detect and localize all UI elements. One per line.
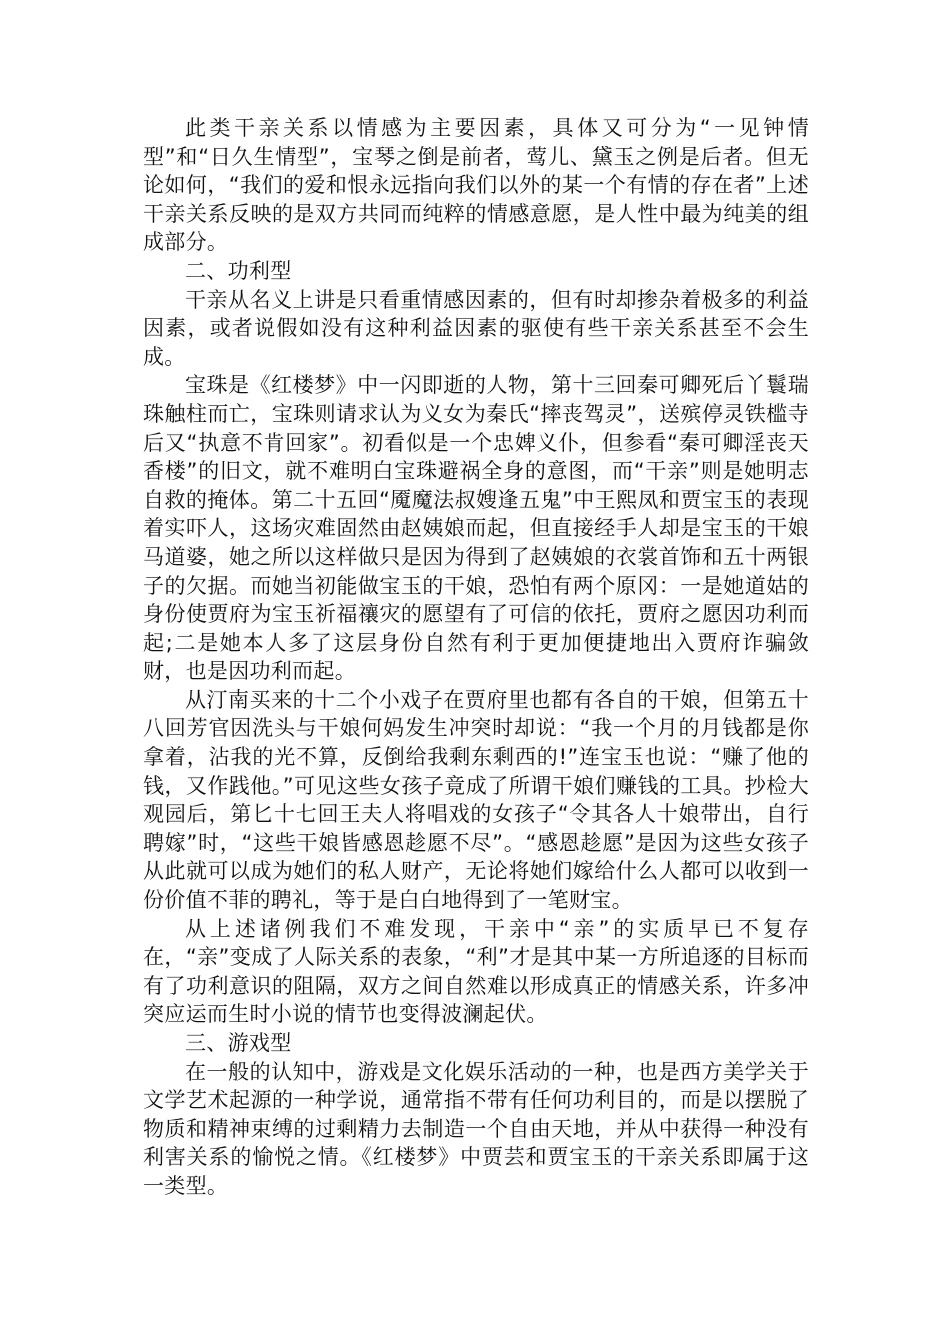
paragraph-emotional-summary: 此类干亲关系以情感为主要因素，具体又可分为“一见钟情型”和“日久生情型”，宝琴之倒是前者，莺儿、黛玉之例是后者。但无论如何，“我们的爱和恨永远指向我们以外的某一个有情的存在者”上述干亲关系反映的是双方共同而纯粹的情感意愿，是人性中最为纯美的组成部分。 <box>143 116 809 255</box>
paragraph-utilitarian-conclusion: 从上述诸例我们不难发现，干亲中“亲”的实质早已不复存在，“亲”变成了人际关系的表象，“利”才是其中某一方所追逐的目标而有了功利意识的阻隔，双方之间自然难以形成真正的情感关系，许多冲突应运而生时小说的情节也变得波澜起伏。 <box>143 916 809 1027</box>
paragraph-utilitarian-intro: 干亲从名义上讲是只看重情感因素的，但有时却掺杂着极多的利益因素，或者说假如没有这种利益因素的驱使有些干亲关系甚至不会生成。 <box>143 287 809 369</box>
paragraph-game-intro: 在一般的认知中，游戏是文化娱乐活动的一种，也是西方美学关于文学艺术起源的一种学说，通常指不带有任何功利目的，而是以摆脱了物质和精神束缚的过剩精力去制造一个自由天地，并从中获得一种没有利害关系的愉悦之情。《红楼梦》中贾芸和贾宝玉的干亲关系即属于这一类型。 <box>143 1059 809 1198</box>
section-heading-game: 三、游戏型 <box>185 1031 292 1055</box>
section-heading-utilitarian: 二、功利型 <box>185 258 292 283</box>
paragraph-baozhu-madaopo: 宝珠是《红楼梦》中一闪即逝的人物，第十三回秦可卿死后丫鬟瑞珠触柱而亡，宝珠则请求认为义女为秦氏“摔丧驾灵”，送殡停灵铁槛寺后又“执意不肯回家”。初看似是一个忠婢义仆，但参看“秦可卿淫丧天香楼”的旧文，就不难明白宝珠避祸全身的意图，而“干亲”则是她明志自救的掩体。第二十五回“魇魔法叔嫂逢五鬼”中王熙凤和贾宝玉的表现着实吓人，这场灾难固然由赵姨娘而起，但直接经手人却是宝玉的干娘马道婆，她之所以这样做只是因为得到了赵姨娘的衣裳首饰和五十两银子的欠据。而她当初能做宝玉的干娘，恐怕有两个原冈：一是她道姑的身份使贾府为宝玉祈福禳灾的愿望有了可信的依托，贾府之愿因功利而起;二是她本人多了这层身份自然有利于更加便捷地出入贾府诈骗敛财，也是因功利而起。 <box>143 373 809 684</box>
paragraph-opera-girls: 从汀南买来的十二个小戏子在贾府里也都有各自的干娘，但第五十八回芳官因洗头与干娘何妈发生冲突时却说：“我一个月的月钱都是你拿着，沾我的光不算，反倒给我剩东剩西的!”连宝玉也说：“赚了他的钱，又作践他。”可见这些女孩子竟成了所谓干娘们赚钱的工具。抄检大观园后，第匕十七回王夫人将唱戏的女孩子“令其各人十娘带出，自行聘嫁”时，“这些干娘皆感恩趁愿不尽”。“感恩趁愿”是因为这些女孩子从此就可以成为她们的私人财产，无论将她们嫁给什么人都可以收到一份价值不菲的聘礼，等于是白白地得到了一笔财宝。 <box>143 687 809 913</box>
document-body <box>143 114 809 1201</box>
